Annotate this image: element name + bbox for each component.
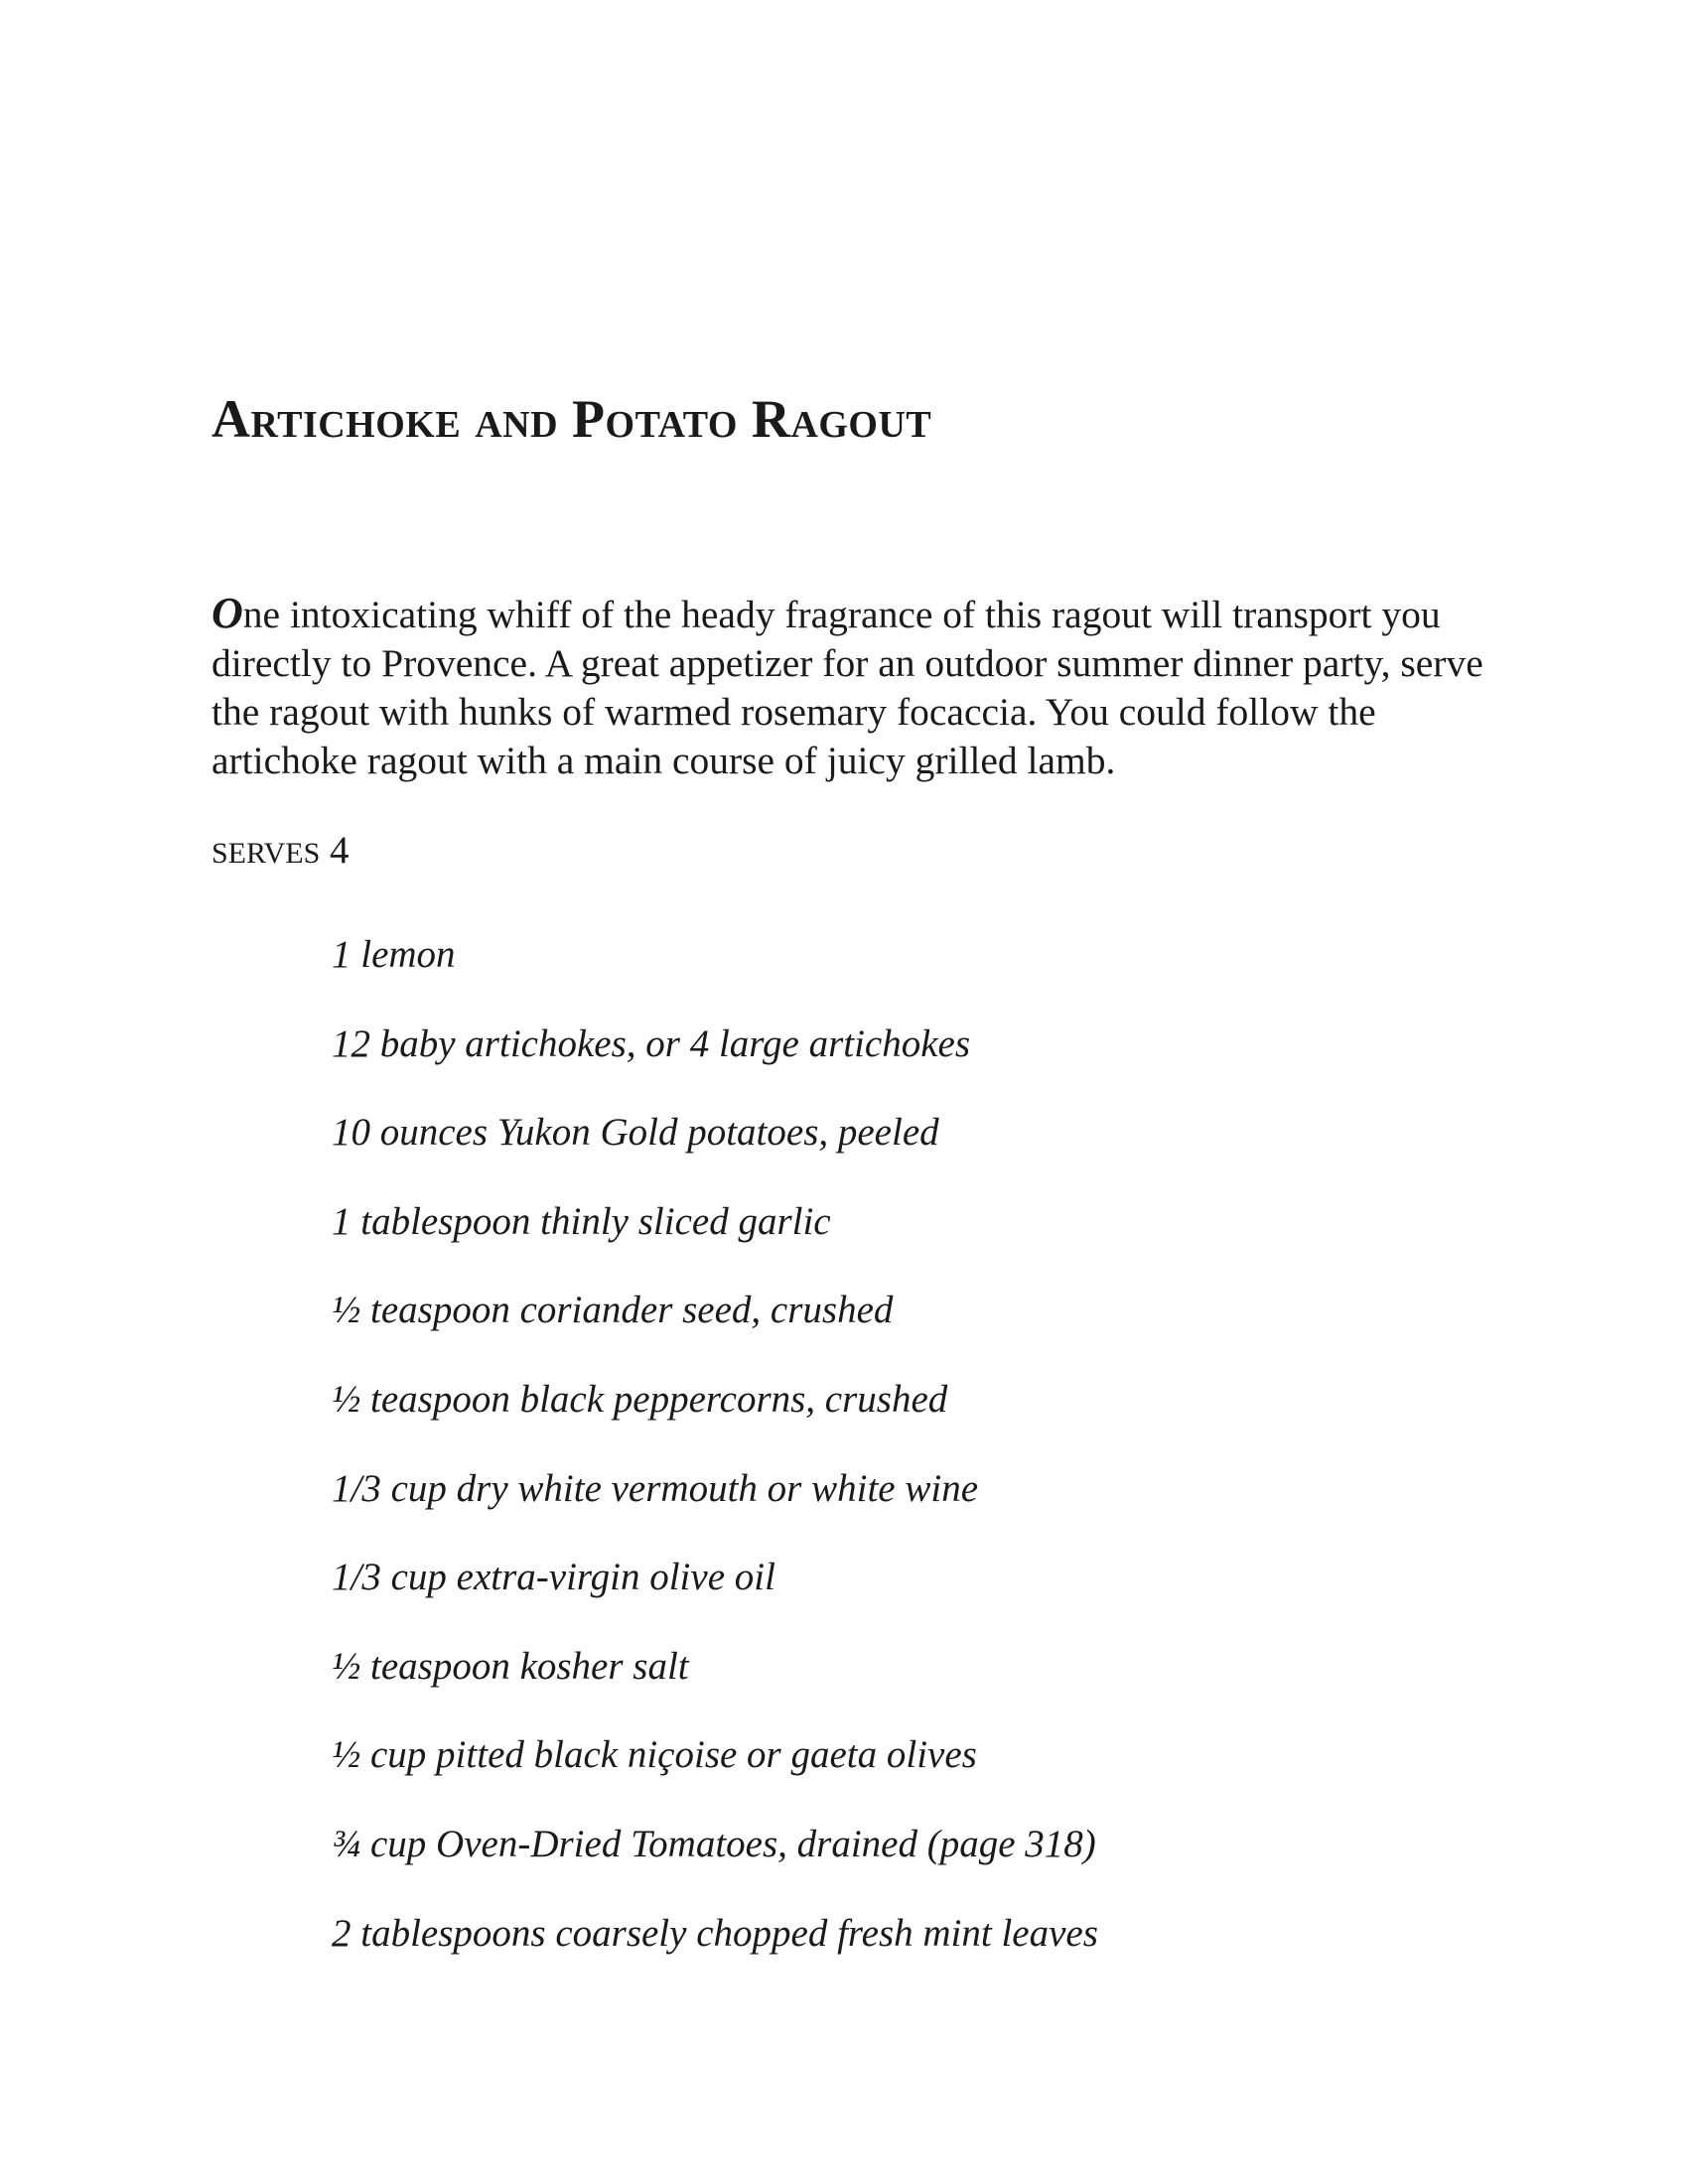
serves-count: 4 (330, 829, 350, 872)
ingredient-item: 1/3 cup dry white vermouth or white wine (332, 1466, 979, 1510)
serves-line (211, 826, 350, 879)
ingredient-item: 1 tablespoon thinly sliced garlic (332, 1199, 831, 1243)
ingredient-item: 12 baby artichokes, or 4 large artichokes (332, 1022, 971, 1065)
ingredient-item: 1 lemon (332, 933, 456, 976)
ingredient-list (332, 930, 1098, 1997)
recipe-intro (211, 589, 1502, 785)
serves-label: SERVES (211, 837, 321, 870)
ingredient-item: 10 ounces Yukon Gold potatoes, peeled (332, 1111, 939, 1155)
ingredient-item: ½ cup pitted black niçoise or gaeta olives (332, 1733, 977, 1777)
intro-drop-cap: O (211, 589, 243, 637)
ingredient-item: ½ teaspoon kosher salt (332, 1644, 689, 1688)
ingredient-item: ½ teaspoon coriander seed, crushed (332, 1289, 894, 1332)
intro-text: ne intoxicating whiff of the heady fragrance of this ragout will transport you directly to Provence. A great appetizer for an outdoor summer dinner party, serve the ragout with hunks of warmed rosemary focaccia. You could follow the artichoke ragout with a main course of juicy grilled lamb. (211, 593, 1483, 782)
ingredient-item: ½ teaspoon black peppercorns, crushed (332, 1377, 948, 1421)
recipe-title: Artichoke and Potato Ragout (211, 389, 932, 449)
ingredient-item: 1/3 cup extra-virgin olive oil (332, 1556, 775, 1599)
ingredient-item: ¾ cup Oven-Dried Tomatoes, drained (page 318) (332, 1822, 1096, 1865)
ingredient-item: 2 tablespoons coarsely chopped fresh mint leaves (332, 1911, 1098, 1955)
